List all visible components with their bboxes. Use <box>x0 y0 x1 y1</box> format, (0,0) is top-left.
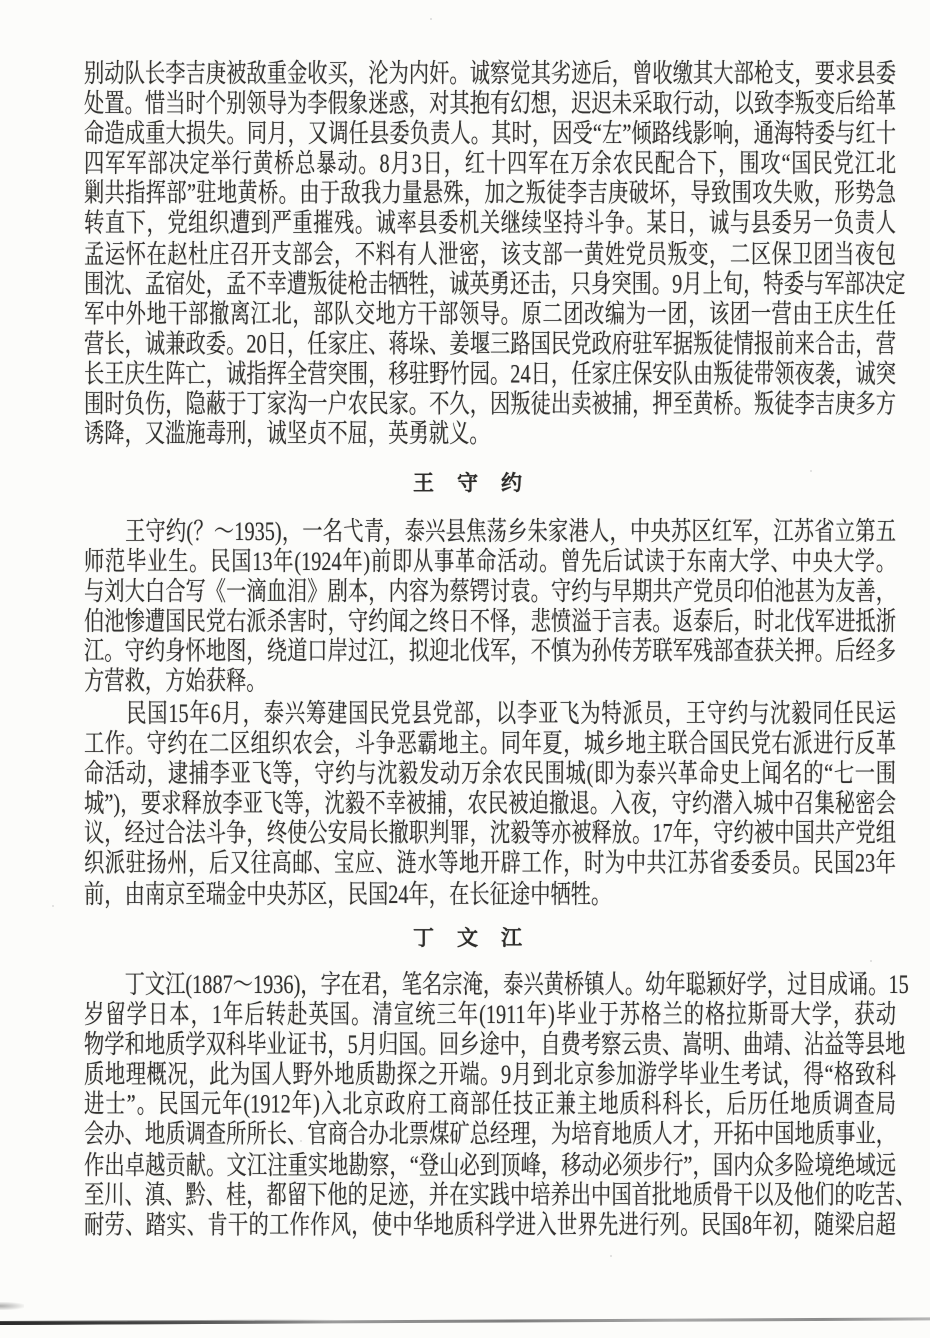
text-line: 剿共指挥部”驻地黄桥。由于敌我力量悬殊，加之叛徒李吉庚破坏，导致围攻失败，形势急 <box>84 180 896 209</box>
text-line: 孟运怀在赵杜庄召开支部会，不料有人泄密，该支部一黄姓党员叛变，二区保卫团当夜包 <box>84 240 896 269</box>
text-line: 围时负伤，隐蔽于丁家沟一户农民家。不久，因叛徒出卖被捕，押至黄桥。叛徒李吉庚多方 <box>84 390 896 419</box>
text-line: 围沈、孟宿处，孟不幸遭叛徒枪击牺牲，诚英勇还击，只身突围。9月上旬，特委与军部决定 <box>84 270 906 299</box>
text-line: 丁文江(1887～1936)，字在君，笔名宗淹，泰兴黄桥镇人。幼年聪颖好学，过目成诵。15 <box>84 971 909 1000</box>
text-line: 四军军部决定举行黄桥总暴动。8月3日，红十四军在万余农民配合下，围攻“国民党江北 <box>84 150 896 179</box>
text-line: 进士”。民国元年(1912年)入北京政府工商部任技正兼主地质科科长，后历任地质调查局 <box>84 1091 896 1120</box>
scan-smudge <box>0 1302 24 1310</box>
text-line: 至川、滇、黔、桂，都留下他的足迹，并在实践中培养出中国首批地质骨干以及他们的吃苦、 <box>84 1181 916 1210</box>
text-line: 伯池惨遭国民党右派杀害时，守约闻之终日不怿，悲愤溢于言表。返泰后，时北伐军进抵浙 <box>84 608 896 637</box>
text-line: 民国15年6月，泰兴筹建国民党县党部，以李亚飞为特派员，王守约与沈毅同任民运 <box>84 700 896 729</box>
ding-paragraph-1 <box>84 971 916 1241</box>
text-line: 别动队长李吉庚被敌重金收买，沦为内奸。诚察觉其劣迹后，曾收缴其大部枪支，要求县委 <box>84 60 896 89</box>
text-line: 城”)，要求释放李亚飞等，沈毅不幸被捕，农民被迫撤退。入夜，守约潜入城中召集秘密会 <box>84 790 896 819</box>
page-bottom-scan-edge <box>0 1317 930 1324</box>
text-line: 军中外地干部撤离江北，部队交地方干部领导。原二团改编为一团，该团一营由王庆生任 <box>84 300 896 329</box>
text-line: 岁留学日本，1年后转赴英国。清宣统三年(1911年)毕业于苏格兰的格拉斯哥大学，获动 <box>84 1001 896 1030</box>
text-line: 江。守约身怀地图，绕道口岸过江，拟迎北伐军，不慎为孙传芳联军残部查获关押。后经多 <box>84 638 896 667</box>
wang-paragraph-1 <box>84 518 896 698</box>
text-line: 前，由南京至瑞金中央苏区，民国24年，在长征途中牺牲。 <box>84 880 612 909</box>
scan-specks <box>0 0 2 2</box>
section-heading-wang-shouyue: 王 守 约 <box>413 471 523 495</box>
text-line: 织派驻扬州，后又往高邮、宝应、涟水等地开辟工作，时为中共江苏省委委员。民国23年 <box>84 850 896 879</box>
text-line: 耐劳、踏实、肯干的工作作风，使中华地质科学进入世界先进行列。民国8年初，随梁启超 <box>84 1211 896 1240</box>
text-line: 物学和地质学双科毕业证书，5月归国。回乡途中，自费考察云贵、嵩明、曲靖、沾益等县地 <box>84 1031 906 1060</box>
text-line: 命活动，逮捕李亚飞等，守约与沈毅发动万余农民围城(即为泰兴革命史上闻名的“七一围 <box>84 760 896 789</box>
text-line: 工作。守约在二区组织农会，斗争恶霸地主。同年夏，城乡地主联合国民党右派进行反革 <box>84 730 896 759</box>
text-line: 会办、地质调查所所长、官商合办北票煤矿总经理，为培育地质人才，开拓中国地质事业， <box>84 1121 896 1150</box>
text-line: 师范毕业生。民国13年(1924年)前即从事革命活动。曾先后试读于东南大学、中央大学。 <box>84 548 896 577</box>
text-line: 处置。惜当时个别领导为李假象迷惑，对其抱有幻想，迟迟未采取行动，以致李叛变后给革 <box>84 90 896 119</box>
text-line: 议，经过合法斗争，终使公安局长撤职判罪，沈毅等亦被释放。17年，守约被中国共产党组 <box>84 820 896 849</box>
text-line: 命造成重大损失。同月，又调任县委负责人。其时，因受“左”倾路线影响，通海特委与红十 <box>84 120 896 149</box>
text-line: 营长，诚兼政委。20日，任家庄、蒋垛、姜堰三路国民党政府驻军据叛徒情报前来合击，营 <box>84 330 896 359</box>
text-line: 质地理概况，此为国人野外地质勘探之开端。9月到北京参加游学毕业生考试，得“格致科 <box>84 1061 896 1090</box>
section-heading-ding-wenjiang: 丁 文 江 <box>413 926 523 950</box>
text-line: 转直下，党组织遭到严重摧残。诚率县委机关继续坚持斗争。某日，诚与县委另一负责人 <box>84 210 896 239</box>
text-line: 方营救，方始获释。 <box>84 668 267 697</box>
paragraph-cheng-continued <box>84 60 906 450</box>
text-line: 王守约(？～1935)，一名弋青，泰兴县焦荡乡朱家港人，中央苏区红军，江苏省立第五 <box>84 518 896 547</box>
wang-paragraph-2 <box>84 700 896 910</box>
text-line: 诱降，又滥施毒刑，诚坚贞不屈，英勇就义。 <box>84 420 490 449</box>
text-line: 与刘大白合写《一滴血泪》剧本，内容为蔡锷讨袁。守约与早期共产党员印伯池甚为友善， <box>84 578 896 607</box>
text-line: 作出卓越贡献。文江注重实地勘察，“登山必到顶峰，移动必须步行”，国内众多险境绝域远 <box>84 1151 896 1180</box>
text-line: 长王庆生阵亡，诚指挥全营突围，移驻野竹园。24日，任家庄保安队由叛徒带领夜袭，诚突 <box>84 360 896 389</box>
